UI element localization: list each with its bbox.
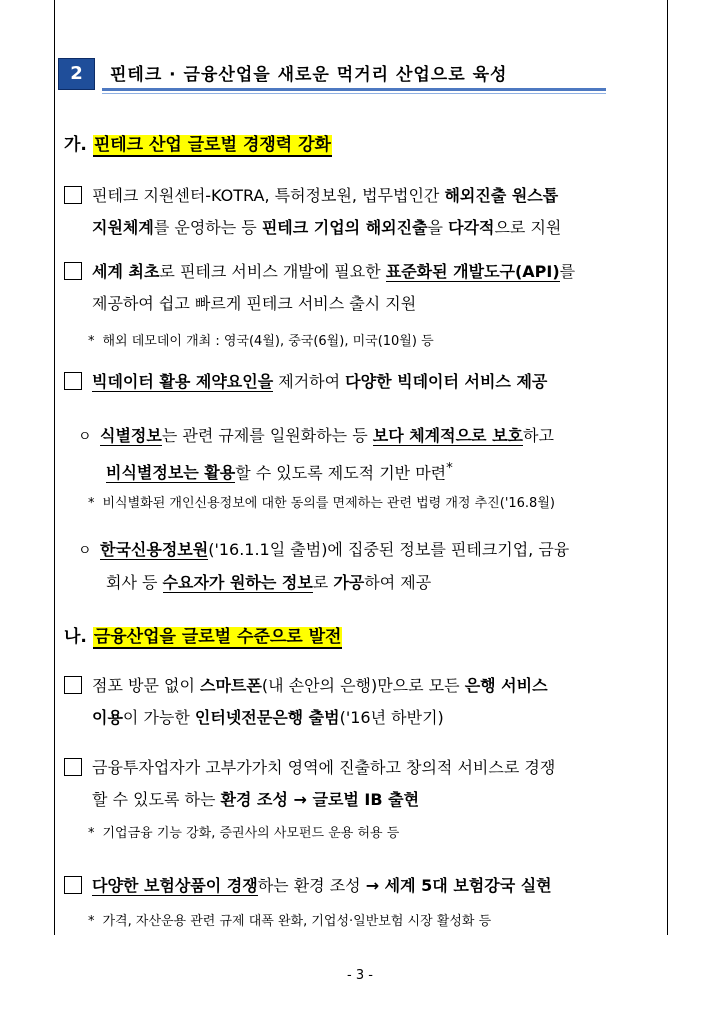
footnote: * 해외 데모데이 개최 : 영국(4월), 중국(6월), 미국(10월) 등 <box>88 334 434 349</box>
checkbox-square-icon <box>64 186 82 204</box>
left-margin-line <box>54 0 55 935</box>
bullet-item: 세계 최초로 핀테크 서비스 개발에 필요한 표준화된 개발도구(API)를 제공하여 쉽고 빠르게 핀테크 서비스 출시 지원 <box>64 256 575 320</box>
footnote: * 기업금융 기능 강화, 증권사의 사모펀드 운용 허용 등 <box>88 826 400 841</box>
circle-bullet-icon: ㅇ <box>78 429 92 445</box>
sub-bullet-item: ㅇ 식별정보는 관련 규제를 일원화하는 등 보다 체계적으로 보호하고 비식별정보는 활용할 수 있도록 제도적 기반 마련* <box>78 420 554 489</box>
right-margin-line <box>667 0 668 935</box>
bullet-item: 다양한 보험상품이 경쟁하는 환경 조성 → 세계 5대 보험강국 실현 <box>64 870 552 902</box>
section-header <box>58 56 606 90</box>
subsection-title: 핀테크 산업 글로벌 경쟁력 강화 <box>93 135 331 155</box>
subsection-title: 금융산업을 글로벌 수준으로 발전 <box>93 627 342 647</box>
bullet-item: 점포 방문 없이 스마트폰(내 손안의 은행)만으로 모든 은행 서비스 이용이 가능한 인터넷전문은행 출범('16년 하반기) <box>64 670 548 734</box>
checkbox-square-icon <box>64 876 82 894</box>
footnote: * 비식별화된 개인신용정보에 대한 동의를 면제하는 관련 법령 개정 추진('16.8월) <box>88 496 555 511</box>
checkbox-square-icon <box>64 372 82 390</box>
section-number-badge: 2 <box>58 58 95 90</box>
footnote: * 가격, 자산운용 관련 규제 대폭 완화, 기업성·일반보험 시장 활성화 등 <box>88 914 492 929</box>
bullet-item: 금융투자업자가 고부가가치 영역에 진출하고 창의적 서비스로 경쟁 할 수 있도록 하는 환경 조성 → 글로벌 IB 출현 <box>64 752 555 816</box>
subsection-prefix: 가. <box>64 135 87 155</box>
bullet-item: 핀테크 지원센터-KOTRA, 특허정보원, 법무법인간 해외진출 원스톱 지원체계를 운영하는 등 핀테크 기업의 해외진출을 다각적으로 지원 <box>64 180 561 244</box>
checkbox-square-icon <box>64 262 82 280</box>
checkbox-square-icon <box>64 676 82 694</box>
subsection-heading-a <box>64 130 332 155</box>
subsection-heading-b <box>64 622 342 647</box>
page-number: - 3 - <box>347 968 373 983</box>
bullet-item: 빅데이터 활용 제약요인을 제거하여 다양한 빅데이터 서비스 제공 <box>64 366 547 398</box>
checkbox-square-icon <box>64 758 82 776</box>
subsection-prefix: 나. <box>64 627 87 647</box>
sub-bullet-item: ㅇ 한국신용정보원('16.1.1일 출범)에 집중된 정보를 핀테크기업, 금융 회사 등 수요자가 원하는 정보로 가공하여 제공 <box>78 534 569 599</box>
circle-bullet-icon: ㅇ <box>78 543 92 559</box>
section-title: 핀테크 · 금융산업을 새로운 먹거리 산업으로 육성 <box>110 65 508 85</box>
